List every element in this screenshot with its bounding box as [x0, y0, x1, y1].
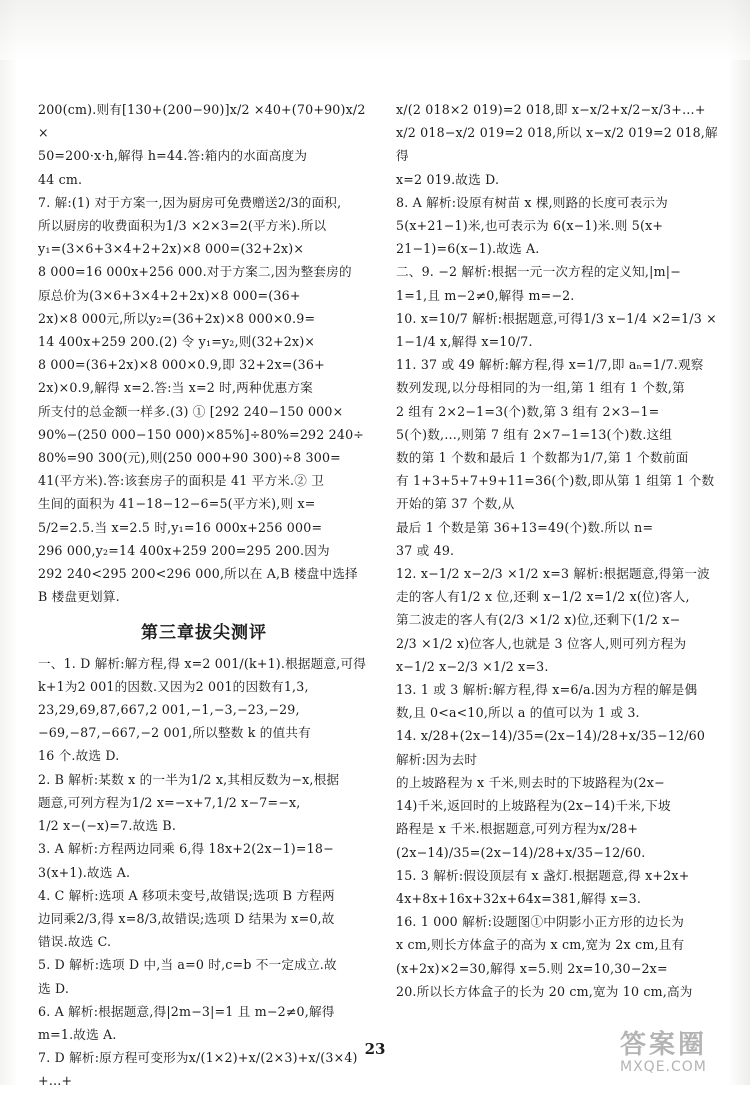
- text-line: 44 cm.: [38, 171, 83, 187]
- text-line: 所支付的总金额一样多.(3) ① [292 240−150 000×: [38, 403, 344, 419]
- text-line: 数的第 1 个数和最后 1 个数都为1/7,第 1 个数前面: [396, 450, 689, 466]
- text-line: (2x−14)/35=(2x−14)/28+x/35−12/60.: [396, 844, 646, 860]
- right-column: [396, 98, 718, 1003]
- text-line: 一、1. D 解析:解方程,得 x=2 001/(k+1).根据题意,可得: [38, 655, 367, 671]
- text-line: 200(cm).则有[130+(200−90)]x/2 ×40+(70+90)x/2 ×: [38, 102, 366, 141]
- text-line: 11. 37 或 49 解析:解方程,得 x=1/7,即 aₙ=1/7.观察: [396, 357, 704, 373]
- text-line: 4. C 解析:选项 A 移项未变号,故错误;选项 B 方程两: [38, 887, 335, 903]
- watermark-sub-text: MXQE.COM: [620, 1059, 707, 1075]
- text-line: 2/3 ×1/2 x)位客人,也就是 3 位客人,则可列方程为: [396, 635, 687, 651]
- text-line: 原总价为(3×6+3×4+2+2x)×8 000=(36+: [38, 287, 301, 303]
- text-line: 1=1,且 m−2≠0,解得 m=−2.: [396, 287, 575, 303]
- text-line: x/2 018−x/2 019=2 018,所以 x−x/2 019=2 018,解得: [396, 125, 718, 164]
- text-line: −69,−87,−667,−2 001,所以整数 k 的值共有: [38, 725, 311, 741]
- text-line: 二、9. −2 解析:根据一元一次方程的定义知,|m|−: [396, 264, 681, 280]
- right-answer-list: [396, 98, 718, 1003]
- text-line: 2 组有 2×2−1=3(个)数,第 3 组有 2×3−1=: [396, 403, 660, 419]
- text-line: 5. D 解析:选项 D 中,当 a=0 时,c=b 不一定成立.故: [38, 957, 337, 973]
- text-line: 20.所以长方体盒子的长为 20 cm,宽为 10 cm,高为: [396, 983, 693, 999]
- text-line: 3(x+1).故选 A.: [38, 864, 131, 880]
- text-line: 14)千米,返回时的上坡路程为(2x−14)千米,下坡: [396, 798, 671, 814]
- left-answer-list: [38, 652, 370, 1093]
- text-line: 8 000=16 000x+256 000.对于方案二,因为整套房的: [38, 264, 352, 280]
- text-line: 选 D.: [38, 980, 70, 996]
- text-line: 所以厨房的收费面积为1/3 ×2×3=2(平方米).所以: [38, 218, 327, 234]
- text-line: 8. A 解析:设原有树苗 x 棵,则路的长度可表示为: [396, 194, 668, 210]
- text-line: 最后 1 个数是第 36+13=49(个)数.所以 n=: [396, 519, 654, 535]
- text-line: 走的客人有1/2 x 位,还剩 x−1/2 x=1/2 x(位)客人,: [396, 589, 690, 605]
- text-line: 的上坡路程为 x 千米,则去时的下坡路程为(2x−: [396, 774, 665, 790]
- text-line: 5(个)数,…,则第 7 组有 2×7−1=13(个)数.这组: [396, 426, 673, 442]
- text-line: x−1/2 x−2/3 ×1/2 x=3.: [396, 658, 549, 674]
- text-line: 2x)×8 000元,所以y₂=(36+2x)×8 000×0.9=: [38, 310, 316, 326]
- text-line: 路程是 x 千米.根据题意,可列方程为x/28+: [396, 821, 639, 837]
- text-line: 错误.故选 C.: [38, 934, 112, 950]
- text-line: 12. x−1/2 x−2/3 ×1/2 x=3 解析:根据题意,得第一波: [396, 566, 710, 582]
- text-line: x cm,则长方体盒子的高为 x cm,宽为 2x cm,且有: [396, 937, 685, 953]
- text-line: 13. 1 或 3 解析:解方程,得 x=6/a.因为方程的解是偶: [396, 682, 698, 698]
- text-line: 1−1/4 x,解得 x=10/7.: [396, 334, 533, 350]
- text-line: 4x+8x+16x+32x+64x=381,解得 x=3.: [396, 890, 642, 906]
- text-line: 10. x=10/7 解析:根据题意,可得1/3 x−1/4 ×2=1/3 ×: [396, 310, 717, 326]
- text-line: 292 240<295 200<296 000,所以在 A,B 楼盘中选择: [38, 566, 358, 582]
- page-number: 23: [364, 1040, 386, 1058]
- text-line: 数,且 0<a<10,所以 a 的值可以为 1 或 3.: [396, 705, 640, 721]
- text-line: 2x)×0.9,解得 x=2.答:当 x=2 时,两种优惠方案: [38, 380, 313, 396]
- text-line: 3. A 解析:方程两边同乘 6,得 18x+2(2x−1)=18−: [38, 841, 334, 857]
- text-line: x=2 019.故选 D.: [396, 171, 500, 187]
- text-line: 2. B 解析:某数 x 的一半为1/2 x,其相反数为−x,根据: [38, 771, 340, 787]
- text-line: y₁=(3×6+3×4+2+2x)×8 000=(32+2x)×: [38, 241, 305, 257]
- text-line: 1/2 x−(−x)=7.故选 B.: [38, 818, 177, 834]
- text-line: 21−1)=6(x−1).故选 A.: [396, 241, 540, 257]
- text-line: 23,29,69,87,667,2 001,−1,−3,−23,−29,: [38, 702, 300, 718]
- text-line: 296 000,y₂=14 400x+259 200=295 200.因为: [38, 542, 330, 558]
- text-line: 37 或 49.: [396, 542, 455, 558]
- text-line: 5(x+21−1)米,也可表示为 6(x−1)米.则 5(x+: [396, 218, 664, 234]
- text-line: x/(2 018×2 019)=2 018,即 x−x/2+x/2−x/3+…+: [396, 102, 706, 117]
- text-line: 16 个.故选 D.: [38, 748, 120, 764]
- text-line: 生间的面积为 41−18−12−6=5(平方米),则 x=: [38, 496, 316, 512]
- text-line: 6. A 解析:根据题意,得|2m−3|=1 且 m−2≠0,解得: [38, 1003, 335, 1019]
- section-title: 第三章拔尖测评: [141, 623, 267, 644]
- text-line: 5/2=2.5.当 x=2.5 时,y₁=16 000x+256 000=: [38, 519, 323, 535]
- text-line: 90%−(250 000−150 000)×85%]÷80%=292 240÷: [38, 426, 365, 442]
- text-line: k+1为2 001的因数.又因为2 001的因数有1,3,: [38, 678, 309, 694]
- text-line: 7. D 解析:原方程可变形为x/(1×2)+x/(2×3)+x/(3×4)+…+: [38, 1050, 358, 1089]
- text-line: 有 1+3+5+7+9+11=36(个)数,即从第 1 组第 1 个数开始的第 37 个数,从: [396, 473, 715, 512]
- text-line: 80%=90 300(元),则(250 000+90 300)÷8 300=: [38, 450, 341, 466]
- text-line: 16. 1 000 解析:设题图①中阴影小正方形的边长为: [396, 914, 685, 930]
- scan-shadow: [0, 0, 750, 60]
- text-line: 第二波走的客人有(2/3 ×1/2 x)位,还剩下(1/2 x−: [396, 612, 681, 628]
- text-line: 7. 解:(1) 对于方案一,因为厨房可免费赠送2/3的面积,: [38, 194, 342, 210]
- text-line: 14. x/28+(2x−14)/35=(2x−14)/28+x/35−12/60 解析:因为去时: [396, 728, 706, 767]
- text-line: 14 400x+259 200.(2) 令 y₁=y₂,则(32+2x)×: [38, 334, 316, 350]
- text-line: m=1.故选 A.: [38, 1026, 117, 1042]
- text-line: B 楼盘更划算.: [38, 589, 120, 605]
- text-line: 15. 3 解析:假设顶层有 x 盏灯.根据题意,得 x+2x+: [396, 867, 690, 883]
- text-line: 50=200·x·h,解得 h=44.答:箱内的水面高度为: [38, 148, 308, 164]
- text-line: 41(平方米).答:该套房子的面积是 41 平方米.② 卫: [38, 473, 325, 489]
- text-line: 题意,可列方程为1/2 x=−x+7,1/2 x−7=−x,: [38, 794, 301, 810]
- watermark-logo: [620, 1031, 742, 1079]
- text-line: 边同乘2/3,得 x=8/3,故错误;选项 D 结果为 x=0,故: [38, 910, 335, 926]
- text-line: 8 000=(36+2x)×8 000×0.9,即 32+2x=(36+: [38, 357, 325, 373]
- left-solution-text: [38, 98, 370, 608]
- left-column: [38, 98, 370, 1093]
- watermark-main-text: 答案圈: [620, 1030, 708, 1060]
- text-line: (x+2x)×2=30,解得 x=5.则 2x=10,30−2x=: [396, 960, 668, 976]
- text-line: 数列发现,以分母相同的为一组,第 1 组有 1 个数,第: [396, 380, 685, 396]
